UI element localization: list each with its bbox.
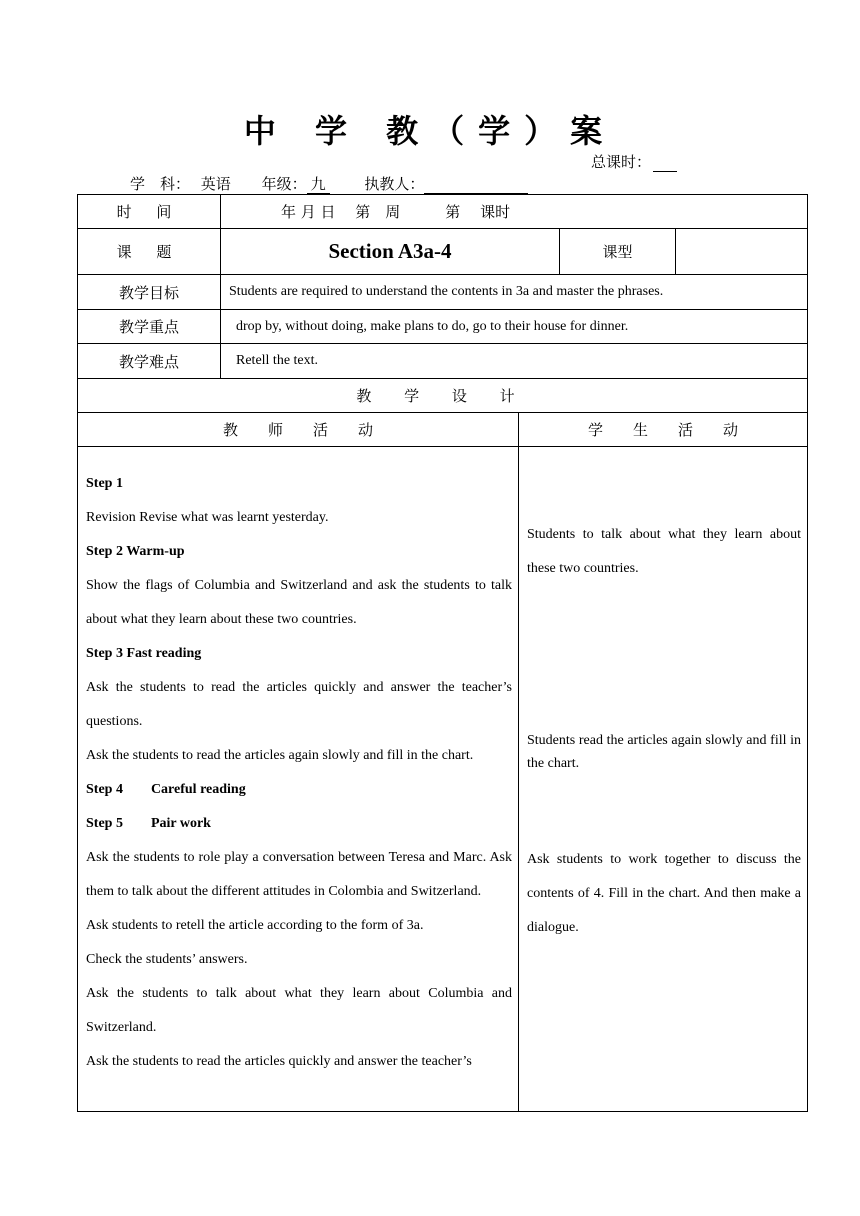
subject-label: 学 科： xyxy=(130,175,191,193)
design-row xyxy=(78,379,808,413)
step-heading: Step 1 xyxy=(86,476,123,491)
meta-line xyxy=(130,173,534,194)
key-row xyxy=(78,310,808,344)
lesson-plan-table xyxy=(77,194,808,1112)
time-value: 年 月 日 第 周 第 课时 xyxy=(221,195,808,229)
step-heading: Step 4 Careful reading xyxy=(86,782,246,797)
teacher-activity-line: Ask the students to read the articles quickly and answer the teacher’s questions. xyxy=(86,680,512,729)
topic-value: Section A3a-4 xyxy=(221,229,560,275)
topic-label: 课 题 xyxy=(78,229,221,275)
student-note-2-text: Students read the articles again slowly and fill in the chart. xyxy=(527,733,802,771)
teacher-activity-line: Ask the students to role play a conversation between Teresa and Marc. Ask them to talk about the different attitudes in Colombia and Switzerland. xyxy=(86,850,512,899)
total-hours-blank xyxy=(653,157,677,172)
activity-body-row xyxy=(78,447,808,1112)
total-hours xyxy=(591,151,677,172)
goal-label: 教学目标 xyxy=(78,275,221,310)
time-label: 时 间 xyxy=(78,195,221,229)
topic-row xyxy=(78,229,808,275)
difficulty-value: Retell the text. xyxy=(221,344,808,379)
step-heading: Step 5 Pair work xyxy=(86,816,211,831)
student-note-2 xyxy=(527,729,801,775)
teacher-activity-line: Ask the students to read the articles quickly and answer the teacher’s xyxy=(86,1054,472,1069)
teacher-activity-content xyxy=(78,447,518,1079)
teacher-activity-line: Show the flags of Columbia and Switzerland and ask the students to talk about what they learn about these two countries. xyxy=(86,578,512,627)
student-note-1-text: Students to talk about what they learn about these two countries. xyxy=(527,527,802,576)
time-row xyxy=(78,195,808,229)
student-note-3-text: Ask students to work together to discuss the contents of 4. Fill in the chart. And then make a dialogue. xyxy=(527,852,802,935)
type-value xyxy=(676,229,808,275)
difficulty-row xyxy=(78,344,808,379)
grade-value: 九 xyxy=(307,175,330,194)
student-activity-heading: 学 生 活 动 xyxy=(519,413,808,447)
executor-blank xyxy=(424,179,528,194)
student-note-3 xyxy=(527,843,801,945)
subject-value: 英语 xyxy=(200,175,231,193)
student-note-1 xyxy=(527,518,801,586)
type-label: 课型 xyxy=(560,229,676,275)
step-heading: Step 3 Fast reading xyxy=(86,646,202,661)
key-value: drop by, without doing, make plans to do, go to their house for dinner. xyxy=(221,310,808,344)
teacher-activity-line: Ask students to retell the article according to the form of 3a. xyxy=(86,918,424,933)
student-activity-cell xyxy=(519,447,808,1112)
goal-value: Students are required to understand the contents in 3a and master the phrases. xyxy=(221,275,808,310)
grade-label: 年级： xyxy=(261,175,307,193)
student-activity-content xyxy=(519,447,807,1111)
design-heading: 教 学 设 计 xyxy=(78,379,808,413)
activity-header-row xyxy=(78,413,808,447)
difficulty-label: 教学难点 xyxy=(78,344,221,379)
key-label: 教学重点 xyxy=(78,310,221,344)
step-heading: Step 2 Warm-up xyxy=(86,544,185,559)
teacher-activity-line: Revision Revise what was learnt yesterday. xyxy=(86,510,329,525)
teacher-activity-heading: 教 师 活 动 xyxy=(78,413,519,447)
total-hours-label: 总课时： xyxy=(591,153,652,171)
teacher-activity-line: Ask the students to talk about what they learn about Columbia and Switzerland. xyxy=(86,986,512,1035)
teacher-activity-line: Ask the students to read the articles again slowly and fill in the chart. xyxy=(86,748,474,763)
teacher-activity-cell xyxy=(78,447,519,1112)
executor-label: 执教人： xyxy=(364,175,425,193)
goal-row xyxy=(78,275,808,310)
document-title: 中 学 教（学）案 xyxy=(243,112,617,150)
teacher-activity-line: Check the students’ answers. xyxy=(86,952,248,967)
